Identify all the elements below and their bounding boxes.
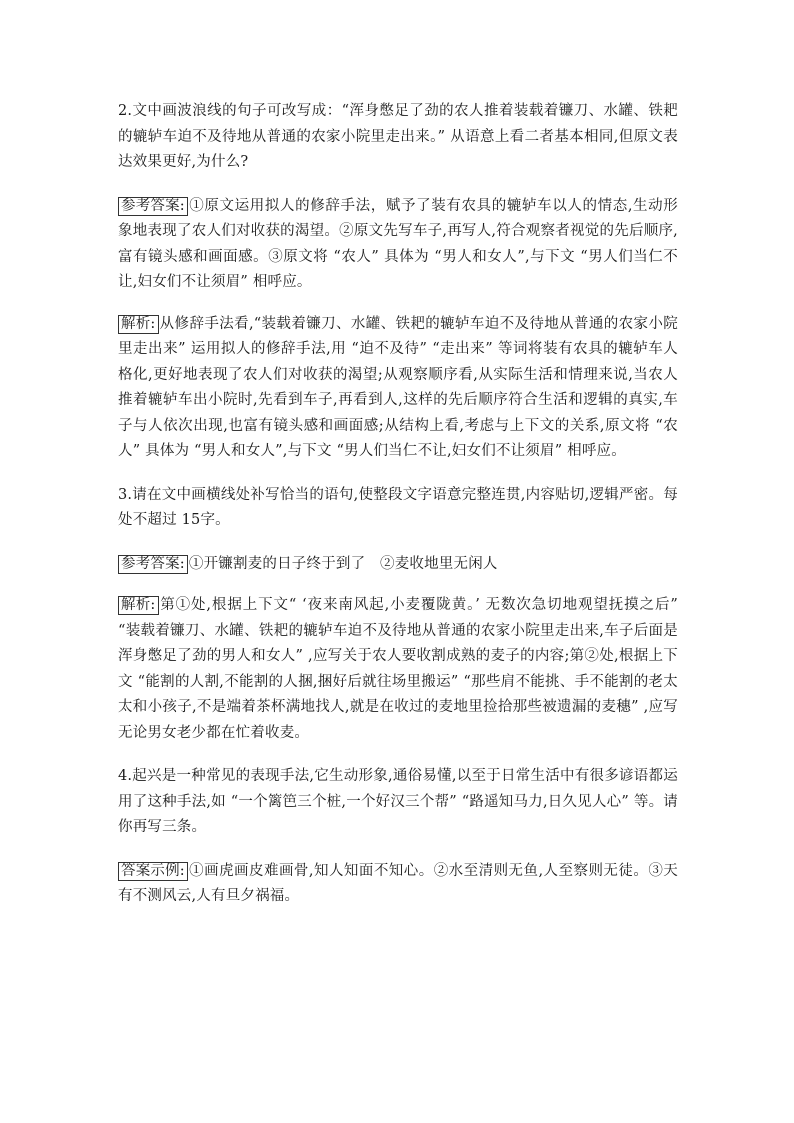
answer-text: ①原文运用拟人的修辞手法，赋予了装有农具的辘轳车以人的情态,生动形象地表现了农人们对收获的渴望。②原文先写车子,再写人,符合观察者视觉的先后顺序,富有镜头感和画面感。③原文将 “农人” 具体为 “男人和女人”,与下文 “男人们当仁不让,妇女们不让须眉” 相呼应。 xyxy=(118,197,678,290)
answer-label: 参考答案: xyxy=(118,555,188,574)
analysis-text: 第①处,根据上下文“ ‘夜来南风起,小麦覆陇黄。’ 无数次急切地观望抚摸之后” “装载着镰刀、水罐、铁耙的辘轳车迫不及待地从普通的农家小院里走出来,车子后面是浑身憋足了劲的男人和女人” ,应写关于农人要收割成熟的麦子的内容;第②处,根据上下文 “能割的人割,不能割的人捆,捆好后就往场里搬运” “那些肩不能挑、手不能割的老太太和小孩子,不是端着茶杯满地找人,就是在收过的麦地里捡拾那些被遗漏的麦穗” ,应写无论男女老少都在忙着收麦。 xyxy=(118,597,678,741)
answer-text: ①画虎画皮难画骨,知人知面不知心。②水至清则无鱼,人至察则无徒。③天有不测风云,人有旦夕祸福。 xyxy=(118,862,678,904)
analysis-label: 解析: xyxy=(118,596,159,615)
analysis-text: 从修辞手法看,“装载着镰刀、水罐、铁耙的辘轳车迫不及待地从普通的农家小院里走出来” 运用拟人的修辞手法,用 “迫不及待” “走出来” 等词将装有农具的辘轳车人格化,更好地表现了农人们对收获的渴望;从观察顺序看,从实际生活和情理来说,当农人推着辘轳车出小院时,先看到车子,再看到人,这样的先后顺序符合生活和逻辑的真实,车子与人依次出现,也富有镜头感和画面感;从结构上看,考虑与上下文的关系,原文将 “农人” 具体为 “男人和女人”,与下文 “男人们当仁不让,妇女们不让须眉” 相呼应。 xyxy=(118,315,678,459)
analysis-label: 解析: xyxy=(118,315,159,334)
answer-2 xyxy=(118,194,678,296)
document-page xyxy=(118,99,678,910)
answer-4 xyxy=(118,859,678,910)
question-2: 2.文中画波浪线的句子可改写成：“浑身憋足了劲的农人推着装载着镰刀、水罐、铁耙的辘轳车迫不及待地从普通的农家小院里走出来。” 从语意上看二者基本相同,但原文表达效果更好,为什么? xyxy=(118,103,678,170)
answer-text: ①开镰割麦的日子终于到了 ②麦收地里无闲人 xyxy=(188,555,498,572)
question-3: 3.请在文中画横线处补写恰当的语句,使整段文字语意完整连贯,内容贴切,逻辑严密。每处不超过 15字。 xyxy=(118,486,678,528)
answer-3 xyxy=(118,552,678,578)
answer-label: 答案示例: xyxy=(118,862,188,881)
analysis-3 xyxy=(118,593,678,746)
question-4: 4.起兴是一种常见的表现手法,它生动形象,通俗易懂,以至于日常生活中有很多谚语都运用了这种手法,如 “一个篱笆三个桩,一个好汉三个帮” “路遥知马力,日久见人心” 等。请你再写三条。 xyxy=(118,768,678,835)
analysis-2 xyxy=(118,312,678,465)
answer-label: 参考答案: xyxy=(118,197,188,216)
